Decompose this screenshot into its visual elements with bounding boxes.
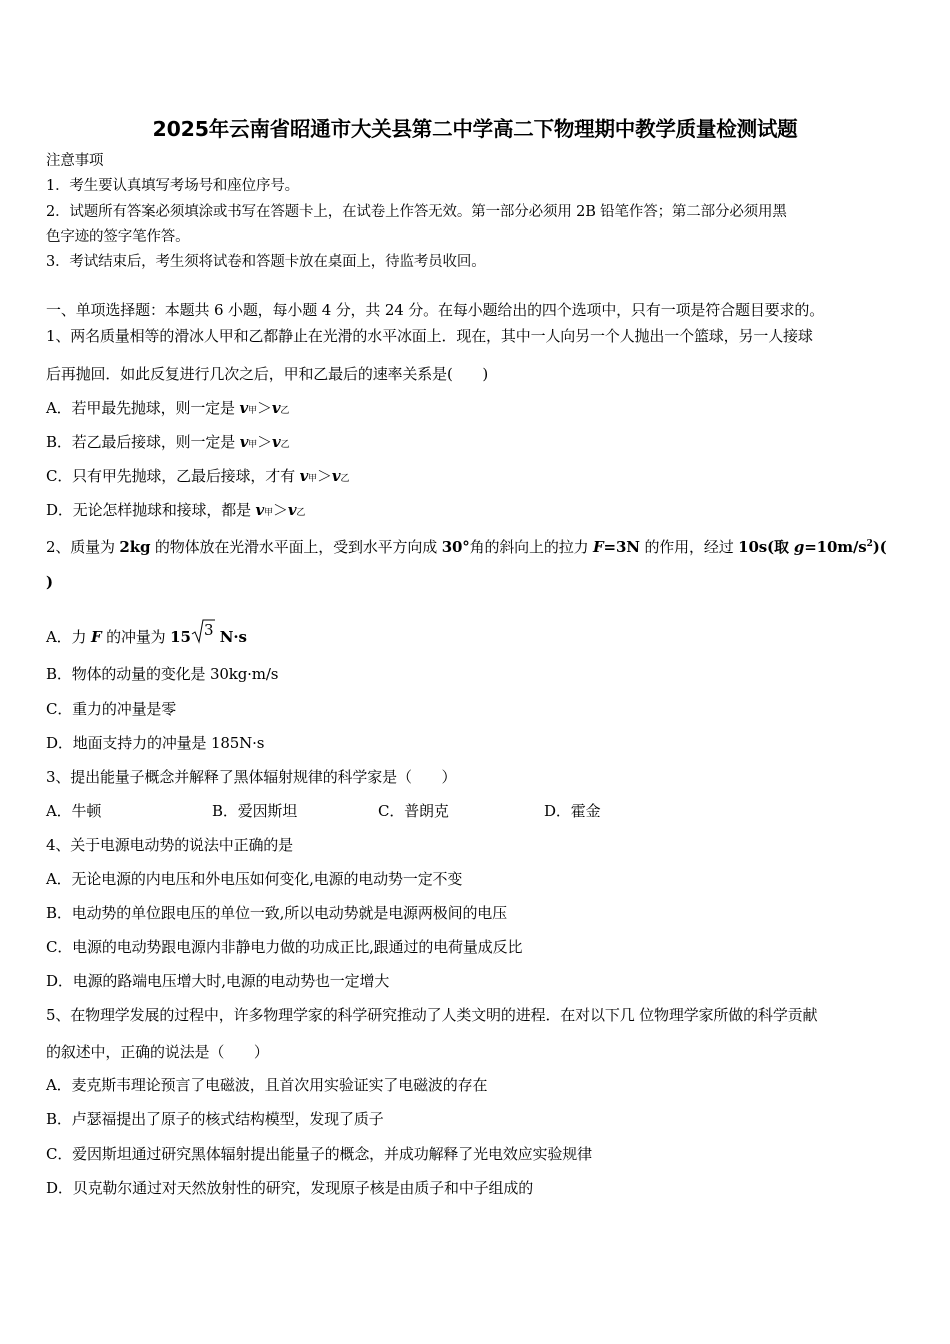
q4-option-c: C．电源的电动势跟电源内非静电力做的功成正比,跟通过的电荷量成反比	[46, 938, 523, 956]
g-symbol: g	[793, 538, 805, 556]
subscript: 乙	[280, 406, 290, 416]
section1-heading: 一、单项选择题：本题共 6 小题，每小题 4 分，共 24 分。在每小题给出的四个选项中，只有一项是符合题目要求的。	[46, 301, 825, 319]
time-value: 10s	[738, 538, 768, 556]
q2-option-d: D．地面支持力的冲量是 185N·s	[46, 734, 265, 752]
q1-option-d	[46, 500, 305, 523]
text: )(	[872, 538, 887, 556]
unit: N·s	[214, 628, 247, 646]
sqrt-expression	[191, 618, 215, 647]
q4-option-a: A．无论电源的内电压和外电压如何变化,电源的电动势一定不变	[46, 870, 463, 888]
impulse-number: 15	[170, 628, 191, 646]
exponent: 2	[866, 539, 873, 549]
option-label: A．若甲最先抛球，则一定是	[46, 399, 240, 417]
subscript: 甲	[248, 406, 257, 416]
q1-option-b	[46, 432, 289, 455]
subscript: 甲	[308, 474, 317, 484]
option-text: B．物体的动量的变化是 30kg·m/s	[46, 665, 279, 683]
sqrt-radicand: 3	[203, 621, 214, 639]
text: 的作用，经过	[639, 538, 739, 556]
text: 的物体放在光滑水平面上，受到水平方向成	[150, 538, 442, 556]
velocity-symbol: v	[255, 501, 265, 519]
velocity-symbol: v	[271, 399, 281, 417]
velocity-symbol: v	[287, 501, 297, 519]
q2-option-b	[46, 664, 278, 684]
notice-item-3: 3．考试结束后，考生须将试卷和答题卡放在桌面上，待监考员收回。	[46, 254, 486, 270]
q4-option-b: B．电动势的单位跟电压的单位一致,所以电动势就是电源两极间的电压	[46, 904, 507, 922]
relation: ＞	[272, 501, 288, 519]
force-value: =3N	[603, 538, 640, 556]
notice-item-2: 2．试题所有答案必须填涂或书写在答题卡上，在试卷上作答无效。第一部分必须用 2B 铅笔作答；第二部分必须用黑	[46, 204, 787, 220]
q1-stem-line2: 后再抛回．如此反复进行几次之后，甲和乙最后的速率关系是( )	[46, 365, 489, 383]
force-symbol: F	[91, 628, 102, 646]
q1-option-c	[46, 466, 349, 489]
exam-title: 2025年云南省昭通市大关县第二中学高二下物理期中教学质量检测试题	[152, 117, 798, 141]
text: (取	[767, 538, 794, 556]
q2-option-a	[46, 618, 247, 647]
relation: ＞	[257, 433, 272, 451]
sqrt-icon	[191, 618, 215, 644]
q5-option-b: B．卢瑟福提出了原子的核式结构模型，发现了质子	[46, 1110, 384, 1128]
subscript: 乙	[340, 474, 350, 484]
force-symbol: F	[593, 538, 604, 556]
velocity-symbol: v	[239, 433, 249, 451]
text: 的冲量为	[101, 628, 171, 646]
q3-option-a: A．牛顿	[46, 802, 102, 820]
subscript: 甲	[264, 508, 273, 518]
q3-option-b: B．爱因斯坦	[212, 802, 298, 820]
subscript: 甲	[248, 440, 258, 450]
q5-option-a: A．麦克斯韦理论预言了电磁波，且首次用实验证实了电磁波的存在	[46, 1076, 488, 1094]
q2-stem-line2: )	[46, 573, 53, 591]
q5-option-d: D．贝克勒尔通过对天然放射性的研究，发现原子核是由质子和中子组成的	[46, 1179, 534, 1197]
g-value: =10m/s	[804, 538, 867, 556]
notice-item-1: 1．考生要认真填写考场号和座位序号。	[46, 178, 300, 194]
option-label: D．无论怎样抛球和接球，都是	[46, 501, 256, 519]
option-label: B．若乙最后接球，则一定是	[46, 433, 240, 451]
q3-options	[46, 801, 710, 821]
q4-stem: 4、关于电源电动势的说法中正确的是	[46, 836, 293, 854]
q1-stem-line1: 1、两名质量相等的滑冰人甲和乙都静止在光滑的水平冰面上．现在，其中一人向另一个人抛出一个篮球，另一人接球	[46, 327, 813, 345]
relation: ＞	[317, 467, 332, 485]
option-label: A．力	[46, 628, 92, 646]
q5-option-c: C．爱因斯坦通过研究黑体辐射提出能量子的概念，并成功解释了光电效应实验规律	[46, 1145, 592, 1163]
q3-option-c: C．普朗克	[378, 802, 449, 820]
q3-option-d: D．霍金	[544, 802, 601, 820]
velocity-symbol: v	[331, 467, 341, 485]
velocity-symbol: v	[272, 433, 281, 451]
option-label: C．只有甲先抛球，乙最后接球，才有	[46, 467, 300, 485]
q5-stem-line2: 的叙述中，正确的说法是（ ）	[46, 1043, 269, 1061]
notice-item-2-cont: 色字迹的签字笔作答。	[46, 229, 190, 245]
subscript: 乙	[296, 508, 306, 518]
q1-option-a	[46, 398, 289, 421]
text: 2、质量为	[46, 538, 120, 556]
notice-heading: 注意事项	[46, 153, 104, 169]
velocity-symbol: v	[299, 467, 309, 485]
text: 角的斜向上的拉力	[469, 538, 594, 556]
q3-stem: 3、提出能量子概念并解释了黑体辐射规律的科学家是（ ）	[46, 768, 457, 786]
q2-option-c: C．重力的冲量是零	[46, 700, 177, 718]
angle-value: 30°	[441, 538, 470, 556]
q5-stem-line1: 5、在物理学发展的过程中，许多物理学家的科学研究推动了人类文明的进程．在对以下几 位物理学家所做的科学贡献	[46, 1006, 818, 1024]
q2-stem-line1	[46, 534, 887, 557]
velocity-symbol: v	[239, 399, 249, 417]
mass-value: 2kg	[119, 538, 151, 556]
subscript: 乙	[280, 440, 290, 450]
relation: ＞	[256, 399, 272, 417]
q4-option-d: D．电源的路端电压增大时,电源的电动势也一定增大	[46, 972, 390, 990]
